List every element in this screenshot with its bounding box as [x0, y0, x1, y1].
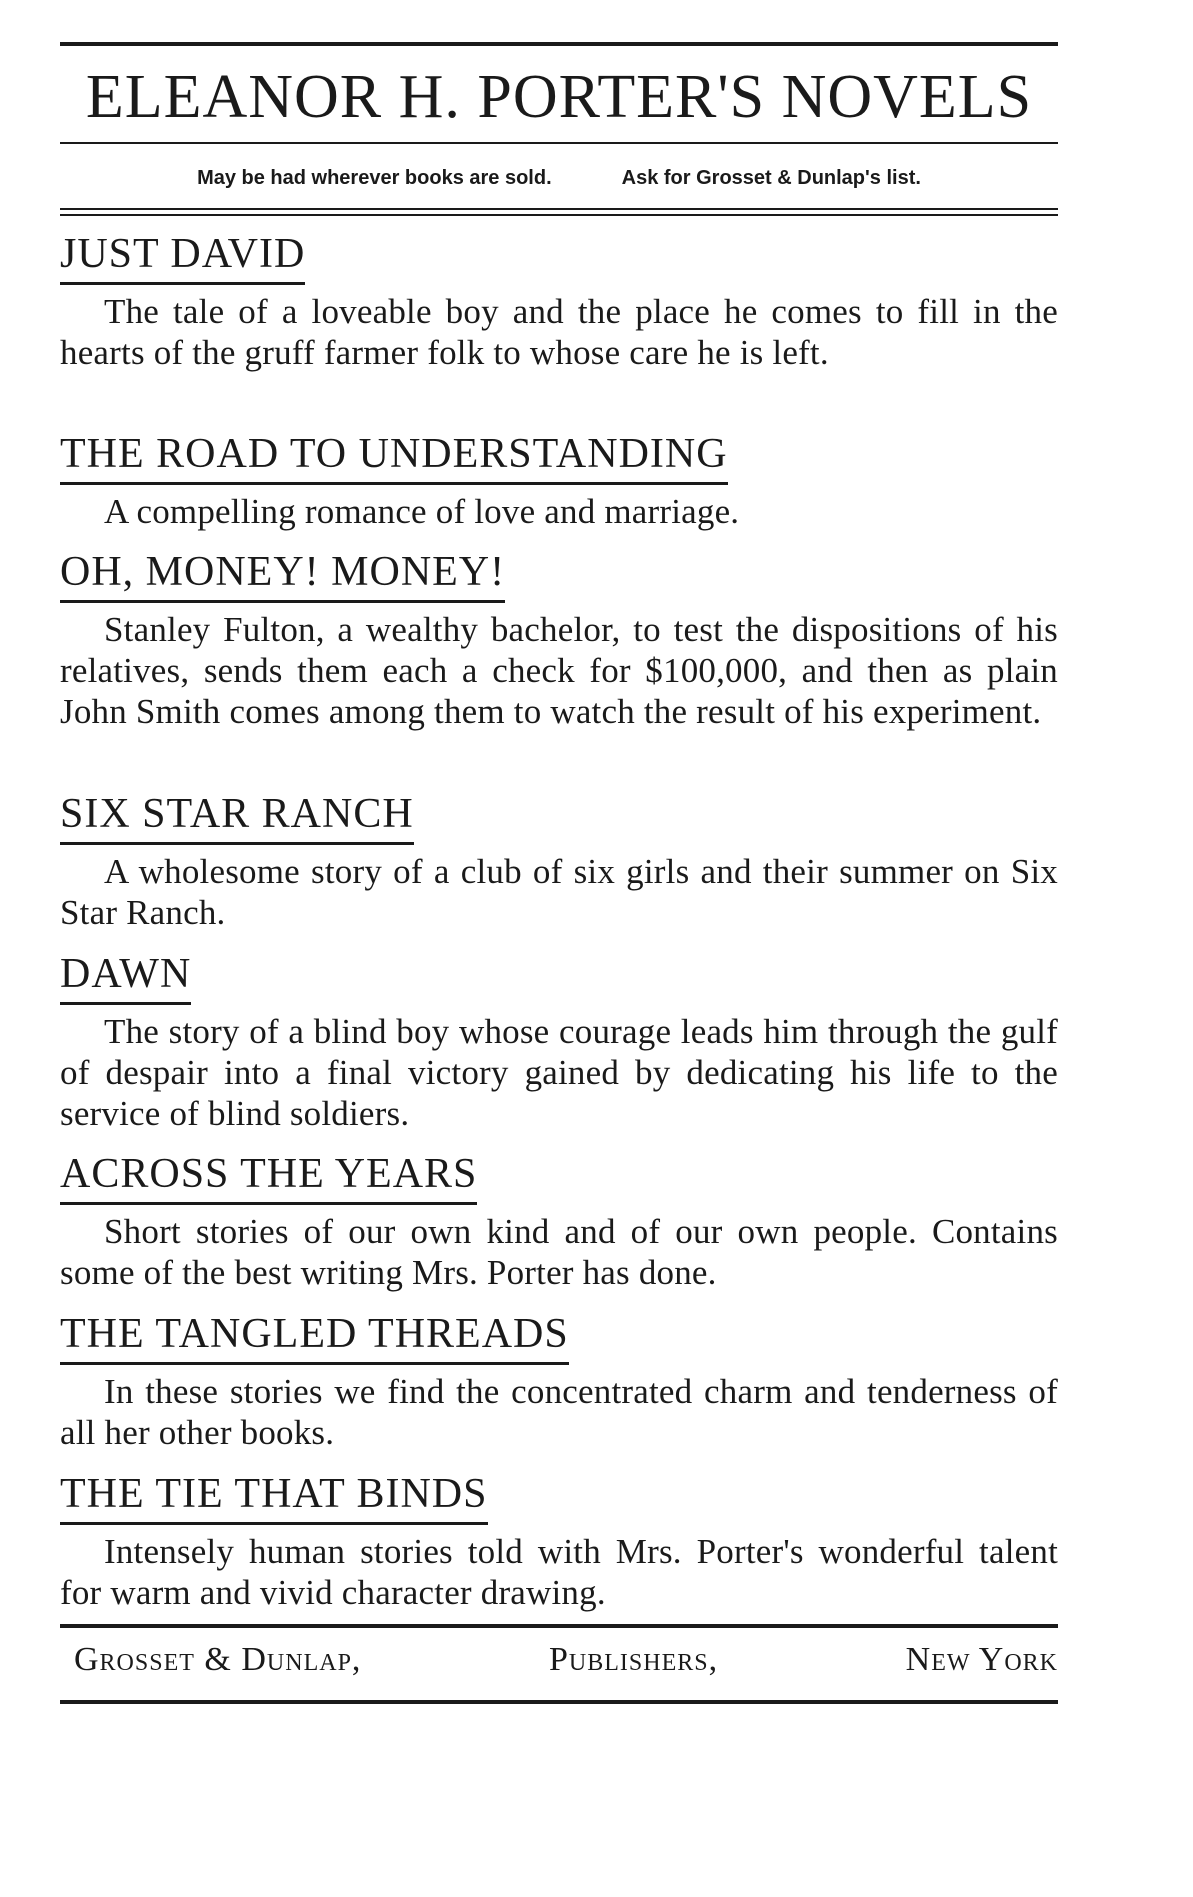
book-description: Stanley Fulton, a wealthy bachelor, to test the dispositions of his relatives, sends them each a check for $100,000, and then as plain John Smith comes among them to watch the result of his experiment. [60, 610, 1058, 731]
book-entry [60, 788, 1058, 933]
publisher-name: Grosset & Dunlap, [74, 1641, 362, 1678]
book-entry [60, 228, 1058, 373]
subtitle-rule-double [60, 214, 1058, 216]
book-description: A compelling romance of love and marriage. [104, 492, 740, 531]
top-rule [60, 42, 1058, 46]
subtitle-availability: May be had wherever books are sold. [197, 167, 552, 189]
bottom-rule [60, 1700, 1058, 1704]
book-entry [60, 1308, 1058, 1453]
book-entry [60, 428, 1058, 532]
publisher-footer [60, 1640, 1058, 1680]
title-underline-rule [60, 142, 1058, 144]
book-entry [60, 1148, 1058, 1293]
book-description: In these stories we find the concentrated charm and tenderness of all her other books. [60, 1372, 1058, 1452]
book-description: A wholesome story of a club of six girls and their summer on Six Star Ranch. [60, 852, 1058, 932]
book-title: THE TANGLED THREADS [60, 1308, 569, 1365]
subtitle-rule [60, 208, 1058, 210]
footer-top-rule [60, 1624, 1058, 1628]
book-title: ACROSS THE YEARS [60, 1148, 477, 1205]
book-description: The story of a blind boy whose courage leads him through the gulf of despair into a final victory gained by dedicating his life to the service of blind soldiers. [60, 1012, 1058, 1133]
book-description: Intensely human stories told with Mrs. Porter's wonderful talent for warm and vivid character drawing. [60, 1532, 1058, 1612]
book-title: DAWN [60, 948, 191, 1005]
subtitle-list-request: Ask for Grosset & Dunlap's list. [621, 167, 921, 189]
publisher-city: New York [905, 1641, 1058, 1678]
book-description: The tale of a loveable boy and the place he comes to fill in the hearts of the gruff farmer folk to whose care he is left. [60, 292, 1058, 372]
book-title: SIX STAR RANCH [60, 788, 414, 845]
book-title: JUST DAVID [60, 228, 305, 285]
book-title: THE ROAD TO UNDERSTANDING [60, 428, 728, 485]
subtitle-line [60, 166, 1058, 190]
book-description: Short stories of our own kind and of our own people. Contains some of the best writing Mrs. Porter has done. [60, 1212, 1058, 1292]
book-entry [60, 1468, 1058, 1613]
book-title: THE TIE THAT BINDS [60, 1468, 488, 1525]
page-title: ELEANOR H. PORTER'S NOVELS [85, 63, 1033, 131]
book-entry [60, 546, 1058, 732]
advertisement-page [60, 0, 1058, 1897]
book-entry [60, 948, 1058, 1134]
publisher-role: Publishers, [548, 1641, 719, 1678]
book-title: OH, MONEY! MONEY! [60, 546, 505, 603]
